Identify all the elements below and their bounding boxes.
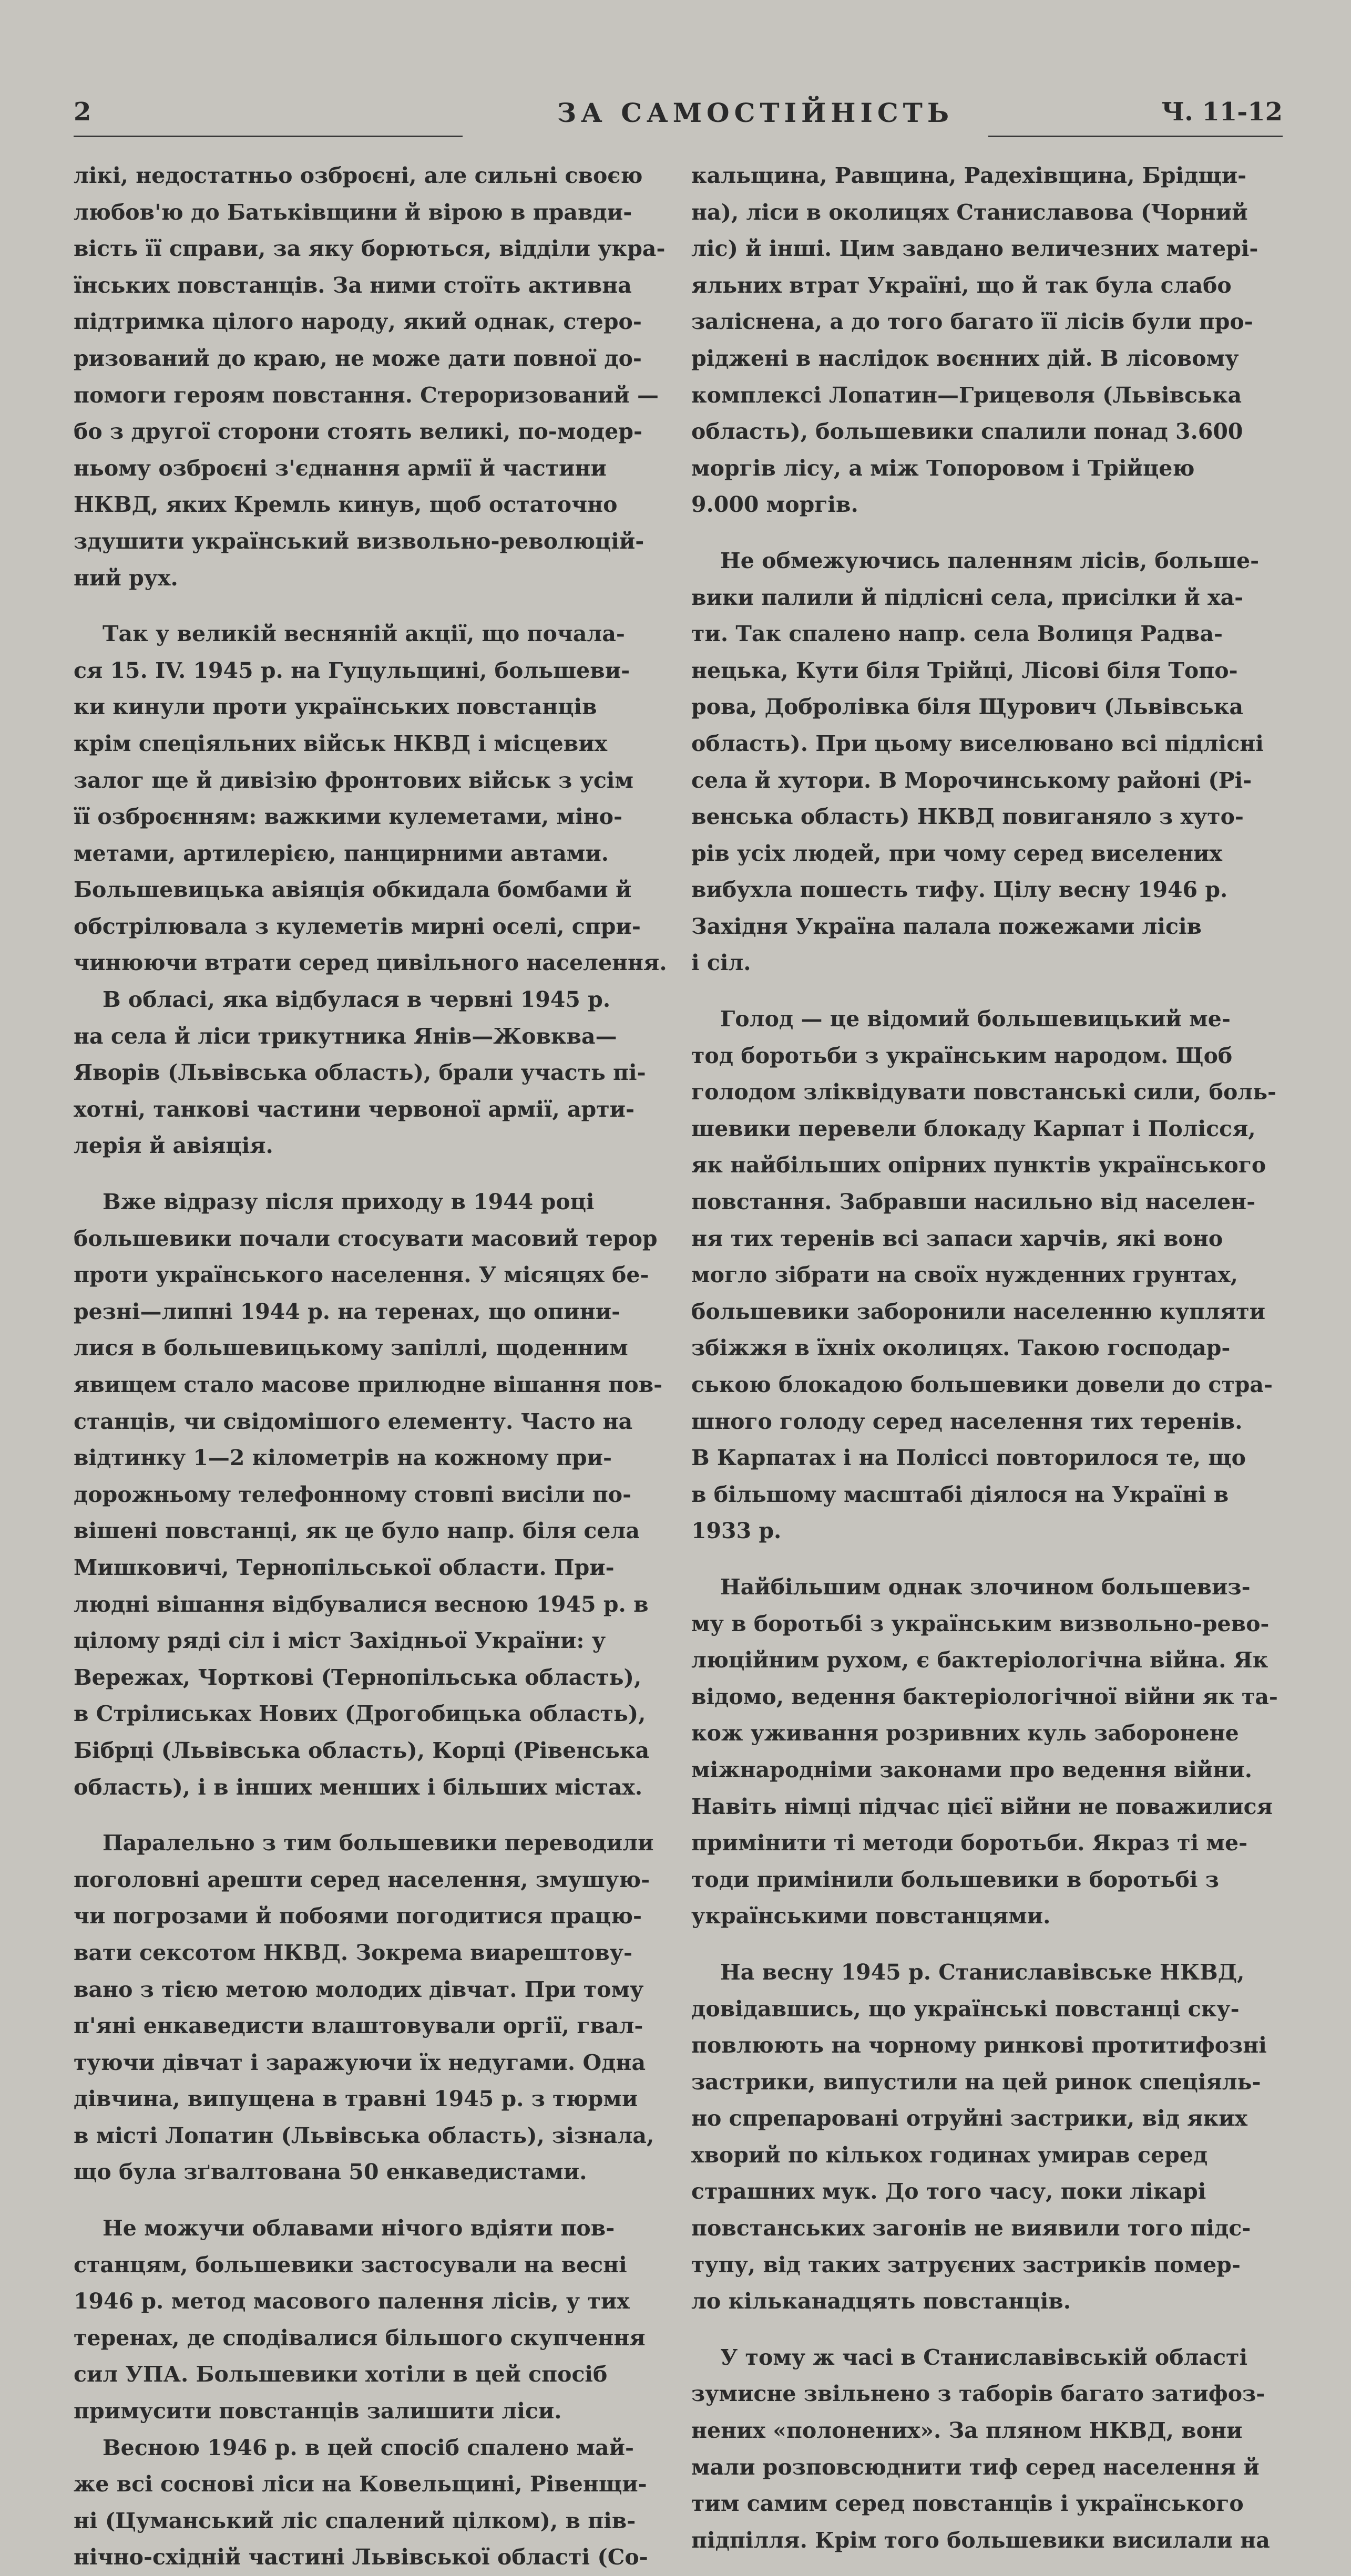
right-text-line: нецька, Кути біля Трійці, Лісові біля Топо- (691, 657, 1238, 683)
right-text-line: комплексі Лопатин—Грицеволя (Львівська (691, 382, 1242, 408)
right-paragraph-gap (691, 2320, 1285, 2340)
right-text-line: область). При цьому виселювано всі підлісні (691, 730, 1264, 756)
left-text-line: помоги героям повстання. Стероризований — (74, 382, 659, 408)
left-text-line: туючи дівчат і заражуючи їх недугами. Одна (74, 2049, 646, 2075)
right-text-line: люційним рухом, є бактеріологічна війна. Як (691, 1647, 1268, 1673)
right-text-line: кальщина, Равщина, Радехівщина, Брідщи- (691, 163, 1247, 188)
header-rule-left (74, 136, 463, 137)
right-text-line: повстанських загонів не виявили того підс- (691, 2216, 1251, 2241)
left-text-line: що була зґвалтована 50 енкаведистами. (74, 2159, 587, 2185)
left-text-line: людні вішання відбувалися весною 1945 р. в (74, 1591, 649, 1617)
right-text-line: ти. Так спалено напр. села Волиця Радва- (691, 621, 1223, 647)
left-text-line: явищем стало масове прилюдне вішання пов- (74, 1372, 663, 1397)
left-text-line: ний рух. (74, 565, 178, 591)
right-text-line: Голод — це відомий большевицький ме- (720, 1006, 1231, 1032)
left-text-line: ньому озброєні з'єднання армії й частини (74, 455, 607, 481)
right-text-line: хворий по кількох годинах умирав серед (691, 2142, 1208, 2168)
right-text-line: підпілля. Крім того большевики висилали на (691, 2527, 1270, 2553)
right-text-line: тим самим серед повстанців і українського (691, 2491, 1244, 2517)
left-paragraph-gap (74, 1165, 668, 1184)
left-text-line: Яворів (Львівська область), брали участь пі- (74, 1060, 646, 1086)
right-text-line: На весну 1945 р. Станиславівське НКВД, (720, 1959, 1245, 1985)
left-text-line: чинюючи втрати серед цивільного населення. (74, 950, 667, 976)
right-text-line: застрики, випустили на цей ринок спеціяль- (691, 2069, 1261, 2095)
issue-number: Ч. 11-12 (1161, 97, 1283, 127)
left-text-line: залог ще й дивізію фронтових військ з усім (74, 767, 633, 793)
left-text-line: нічно-східній частині Львівської області (Со- (74, 2544, 648, 2570)
left-text-line: 1946 р. метод масового палення лісів, у тих (74, 2289, 630, 2314)
right-text-line: У тому ж часі в Станиславівській області (720, 2344, 1248, 2370)
left-text-line: примусити повстанців залишити ліси. (74, 2398, 562, 2424)
right-text-line: зумисне звільнено з таборів багато затифоз- (691, 2381, 1265, 2407)
right-column (691, 158, 1285, 2559)
right-text-line: яльних втрат Україні, що й так була слабо (691, 272, 1232, 298)
right-text-line: моргів лісу, а між Топоровом і Трійцею (691, 455, 1195, 481)
right-text-line: заліснена, а до того багато її лісів були про- (691, 309, 1253, 335)
page-header (74, 97, 1283, 134)
right-text-line: 1933 р. (691, 1518, 782, 1544)
right-text-line: голодом зліквідувати повстанські сили, боль- (691, 1079, 1277, 1105)
right-text-line: шевики перевели блокаду Карпат і Полісся, (691, 1116, 1256, 1141)
right-text-line: область), большевики спалили понад 3.600 (691, 419, 1243, 445)
page-number: 2 (74, 97, 91, 127)
left-text-line: же всі соснові ліси на Ковельщині, Рівенщи- (74, 2471, 647, 2497)
right-text-line: в більшому масштабі діялося на Україні в (691, 1481, 1229, 1507)
right-text-line: ліс) й інші. Цим завдано величезних матері- (691, 236, 1258, 262)
left-text-line: поголовні арешти серед населення, змушую- (74, 1867, 650, 1892)
right-text-line: могло зібрати на своїх нужденних грунтах, (691, 1262, 1238, 1288)
left-text-line: Вережах, Чорткові (Тернопільська область), (74, 1664, 642, 1690)
left-text-line: Вже відразу після приходу в 1944 році (103, 1189, 595, 1215)
left-text-line: Мишковичі, Тернопільської области. При- (74, 1554, 615, 1580)
left-text-line: відтинку 1—2 кілометрів на кожному при- (74, 1445, 612, 1471)
right-text-line: довідавшись, що українські повстанці ску- (691, 1996, 1240, 2022)
right-paragraph-gap (691, 982, 1285, 1001)
right-text-line: страшних мук. До того часу, поки лікарі (691, 2179, 1206, 2204)
right-paragraph-gap (691, 523, 1285, 543)
left-text-line: ні (Цуманський ліс спалений цілком), в пів- (74, 2508, 636, 2533)
left-text-line: дівчина, випущена в травні 1945 р. з тюрми (74, 2086, 638, 2112)
left-text-line: лися в большевицькому запіллі, щоденним (74, 1335, 628, 1361)
left-text-line: метами, артилерією, панцирними автами. (74, 840, 609, 866)
left-paragraph-gap (74, 2191, 668, 2210)
right-text-line: мали розповсюднити тиф серед населення й (691, 2454, 1260, 2480)
left-text-line: цілому ряді сіл і міст Західньої України: у (74, 1628, 606, 1654)
right-text-line: рова, Добролівка біля Щурович (Львівська (691, 694, 1244, 720)
right-text-line: села й хутори. В Морочинському районі (Рі- (691, 767, 1252, 793)
right-text-line: відомо, ведення бактеріологічної війни як та- (691, 1684, 1278, 1709)
left-text-line: ки кинули проти українських повстанців (74, 694, 597, 720)
right-text-line: тоди примінили большевики в боротьбі з (691, 1867, 1219, 1892)
right-text-line: венська область) НКВД повиганяло з хуто- (691, 804, 1244, 830)
left-text-line: в Стрілиськах Нових (Дрогобицька область), (74, 1701, 646, 1727)
left-text-line: резні—липні 1944 р. на теренах, що опини- (74, 1299, 621, 1324)
left-text-line: НКВД, яких Кремль кинув, щоб остаточно (74, 492, 618, 518)
left-text-line: Не можучи облавами нічого вдіяти пов- (103, 2216, 615, 2241)
left-text-line: крім спеціяльних військ НКВД і місцевих (74, 730, 608, 756)
right-text-line: українськими повстанцями. (691, 1903, 1051, 1929)
header-rule-right (988, 136, 1283, 137)
left-text-line: хотні, танкові частини червоної армії, арти- (74, 1096, 635, 1122)
right-text-line: ріджені в наслідок воєнних дій. В лісовому (691, 345, 1239, 371)
left-text-line: Паралельно з тим большевики переводили (103, 1830, 654, 1856)
right-text-line: примінити ті методи боротьби. Якраз ті ме- (691, 1830, 1248, 1856)
left-column (74, 158, 668, 2576)
right-text-line: повстання. Забравши насильно від населен- (691, 1189, 1256, 1215)
right-text-line: тод боротьби з українським народом. Щоб (691, 1043, 1233, 1068)
right-text-line: шного голоду серед населення тих теренів. (691, 1408, 1243, 1434)
right-text-line: ською блокадою большевики довели до стра- (691, 1372, 1273, 1397)
right-text-line: Західня Україна палала пожежами лісів (691, 913, 1202, 939)
right-text-line: повлюють на чорному ринкові протитифозні (691, 2033, 1267, 2058)
right-text-line: тупу, від таких затруєних застриків помер- (691, 2252, 1241, 2278)
left-text-line: лікі, недостатньо озброєні, але сильні своєю (74, 163, 643, 188)
left-text-line: проти українського населення. У місяцях бе- (74, 1262, 649, 1288)
right-paragraph-gap (691, 1550, 1285, 1569)
left-text-line: п'яні енкаведисти влаштовували оргії, гвал- (74, 2013, 643, 2039)
right-text-line: і сіл. (691, 950, 751, 976)
left-text-line: станців, чи свідомішого елементу. Часто на (74, 1408, 633, 1434)
left-text-line: на села й ліси трикутника Янів—Жовква— (74, 1023, 617, 1049)
left-text-line: бо з другої сторони стоять великі, по-модер- (74, 419, 642, 445)
right-text-line: большевики заборонили населенню купляти (691, 1299, 1266, 1324)
left-text-line: вішені повстанці, як це було напр. біля села (74, 1518, 640, 1544)
right-text-line: но спрепаровані отруйні застрики, від яких (691, 2106, 1247, 2131)
left-text-line: її озброєнням: важкими кулеметами, міно- (74, 804, 623, 830)
right-text-line: вибухла пошесть тифу. Цілу весну 1946 р. (691, 877, 1228, 903)
left-text-line: вано з тією метою молодих дівчат. При тому (74, 1976, 644, 2002)
left-text-line: в місті Лопатин (Львівська область), зізнала, (74, 2122, 654, 2148)
left-text-line: станцям, большевики застосували на весні (74, 2252, 627, 2278)
left-text-line: обстрілювала з кулеметів мирні оселі, спри- (74, 913, 641, 939)
left-text-line: Весною 1946 р. в цей спосіб спалено май- (103, 2435, 634, 2460)
left-text-line: вість її справи, за яку борються, відділи укра- (74, 236, 666, 262)
right-text-line: ня тих теренів всі запаси харчів, які воно (691, 1225, 1223, 1251)
left-text-line: ризований до краю, не може дати повної до- (74, 345, 642, 371)
right-text-line: на), ліси в околицях Станиславова (Чорний (691, 199, 1248, 225)
right-text-line: збіжжя в їхніх околицях. Такою господар- (691, 1335, 1231, 1361)
right-paragraph-gap (691, 1935, 1285, 1954)
left-text-line: дорожньому телефонному стовпі висіли по- (74, 1481, 632, 1507)
right-text-line: міжнародніми законами про ведення війни. (691, 1757, 1252, 1782)
right-text-line: як найбільших опірних пунктів українського (691, 1152, 1266, 1178)
left-text-line: Большевицька авіяція обкидала бомбами й (74, 877, 632, 903)
right-text-line: нених «полонених». За пляном НКВД, вони (691, 2418, 1243, 2444)
left-paragraph-gap (74, 1806, 668, 1825)
right-text-line: Не обмежуючись паленням лісів, больше- (720, 548, 1260, 573)
right-text-line: му в боротьбі з українським визвольно-рево- (691, 1611, 1270, 1636)
right-text-line: Навіть німці підчас цієї війни не поважилися (691, 1794, 1273, 1819)
left-text-line: ся 15. IV. 1945 р. на Гуцульщині, большеви- (74, 657, 630, 683)
left-paragraph-gap (74, 596, 668, 616)
right-text-line: вики палили й підлісні села, присілки й ха- (691, 584, 1244, 610)
right-text-line: 9.000 моргів. (691, 492, 858, 518)
right-text-line: Найбільшим однак злочином большевиз- (720, 1574, 1251, 1600)
left-text-line: большевики почали стосувати масовий терор (74, 1225, 658, 1251)
left-text-line: теренах, де сподівалися більшого скупчення (74, 2325, 646, 2351)
left-text-line: В обласі, яка відбулася в червні 1945 р. (103, 987, 611, 1013)
right-text-line: ло кільканадцять повстанців. (691, 2289, 1071, 2314)
left-text-line: їнських повстанців. За ними стоїть активна (74, 272, 632, 298)
right-text-line: кож уживання розривних куль заборонене (691, 1720, 1239, 1746)
left-text-line: лерія й авіяція. (74, 1133, 273, 1159)
left-text-line: підтримка цілого народу, який однак, стеро- (74, 309, 642, 335)
left-text-line: любов'ю до Батьківщини й вірою в правди- (74, 199, 632, 225)
left-text-line: здушити український визвольно-революцій- (74, 528, 644, 554)
left-text-line: область), і в інших менших і більших містах. (74, 1774, 643, 1800)
left-text-line: Так у великій весняній акції, що почала- (103, 621, 625, 647)
right-text-line: В Карпатах і на Поліссі повторилося те, що (691, 1445, 1246, 1471)
newspaper-title: ЗА САМОСТІЙНІСТЬ (557, 97, 954, 128)
left-text-line: сил УПА. Большевики хотіли в цей спосіб (74, 2362, 608, 2387)
right-text-line: рів усіх людей, при чому серед виселених (691, 840, 1222, 866)
left-text-line: чи погрозами й побоями погодитися працю- (74, 1903, 642, 1929)
left-text-line: Бібрці (Львівська область), Корці (Рівенська (74, 1737, 650, 1763)
left-text-line: вати сексотом НКВД. Зокрема виарештову- (74, 1940, 632, 1965)
